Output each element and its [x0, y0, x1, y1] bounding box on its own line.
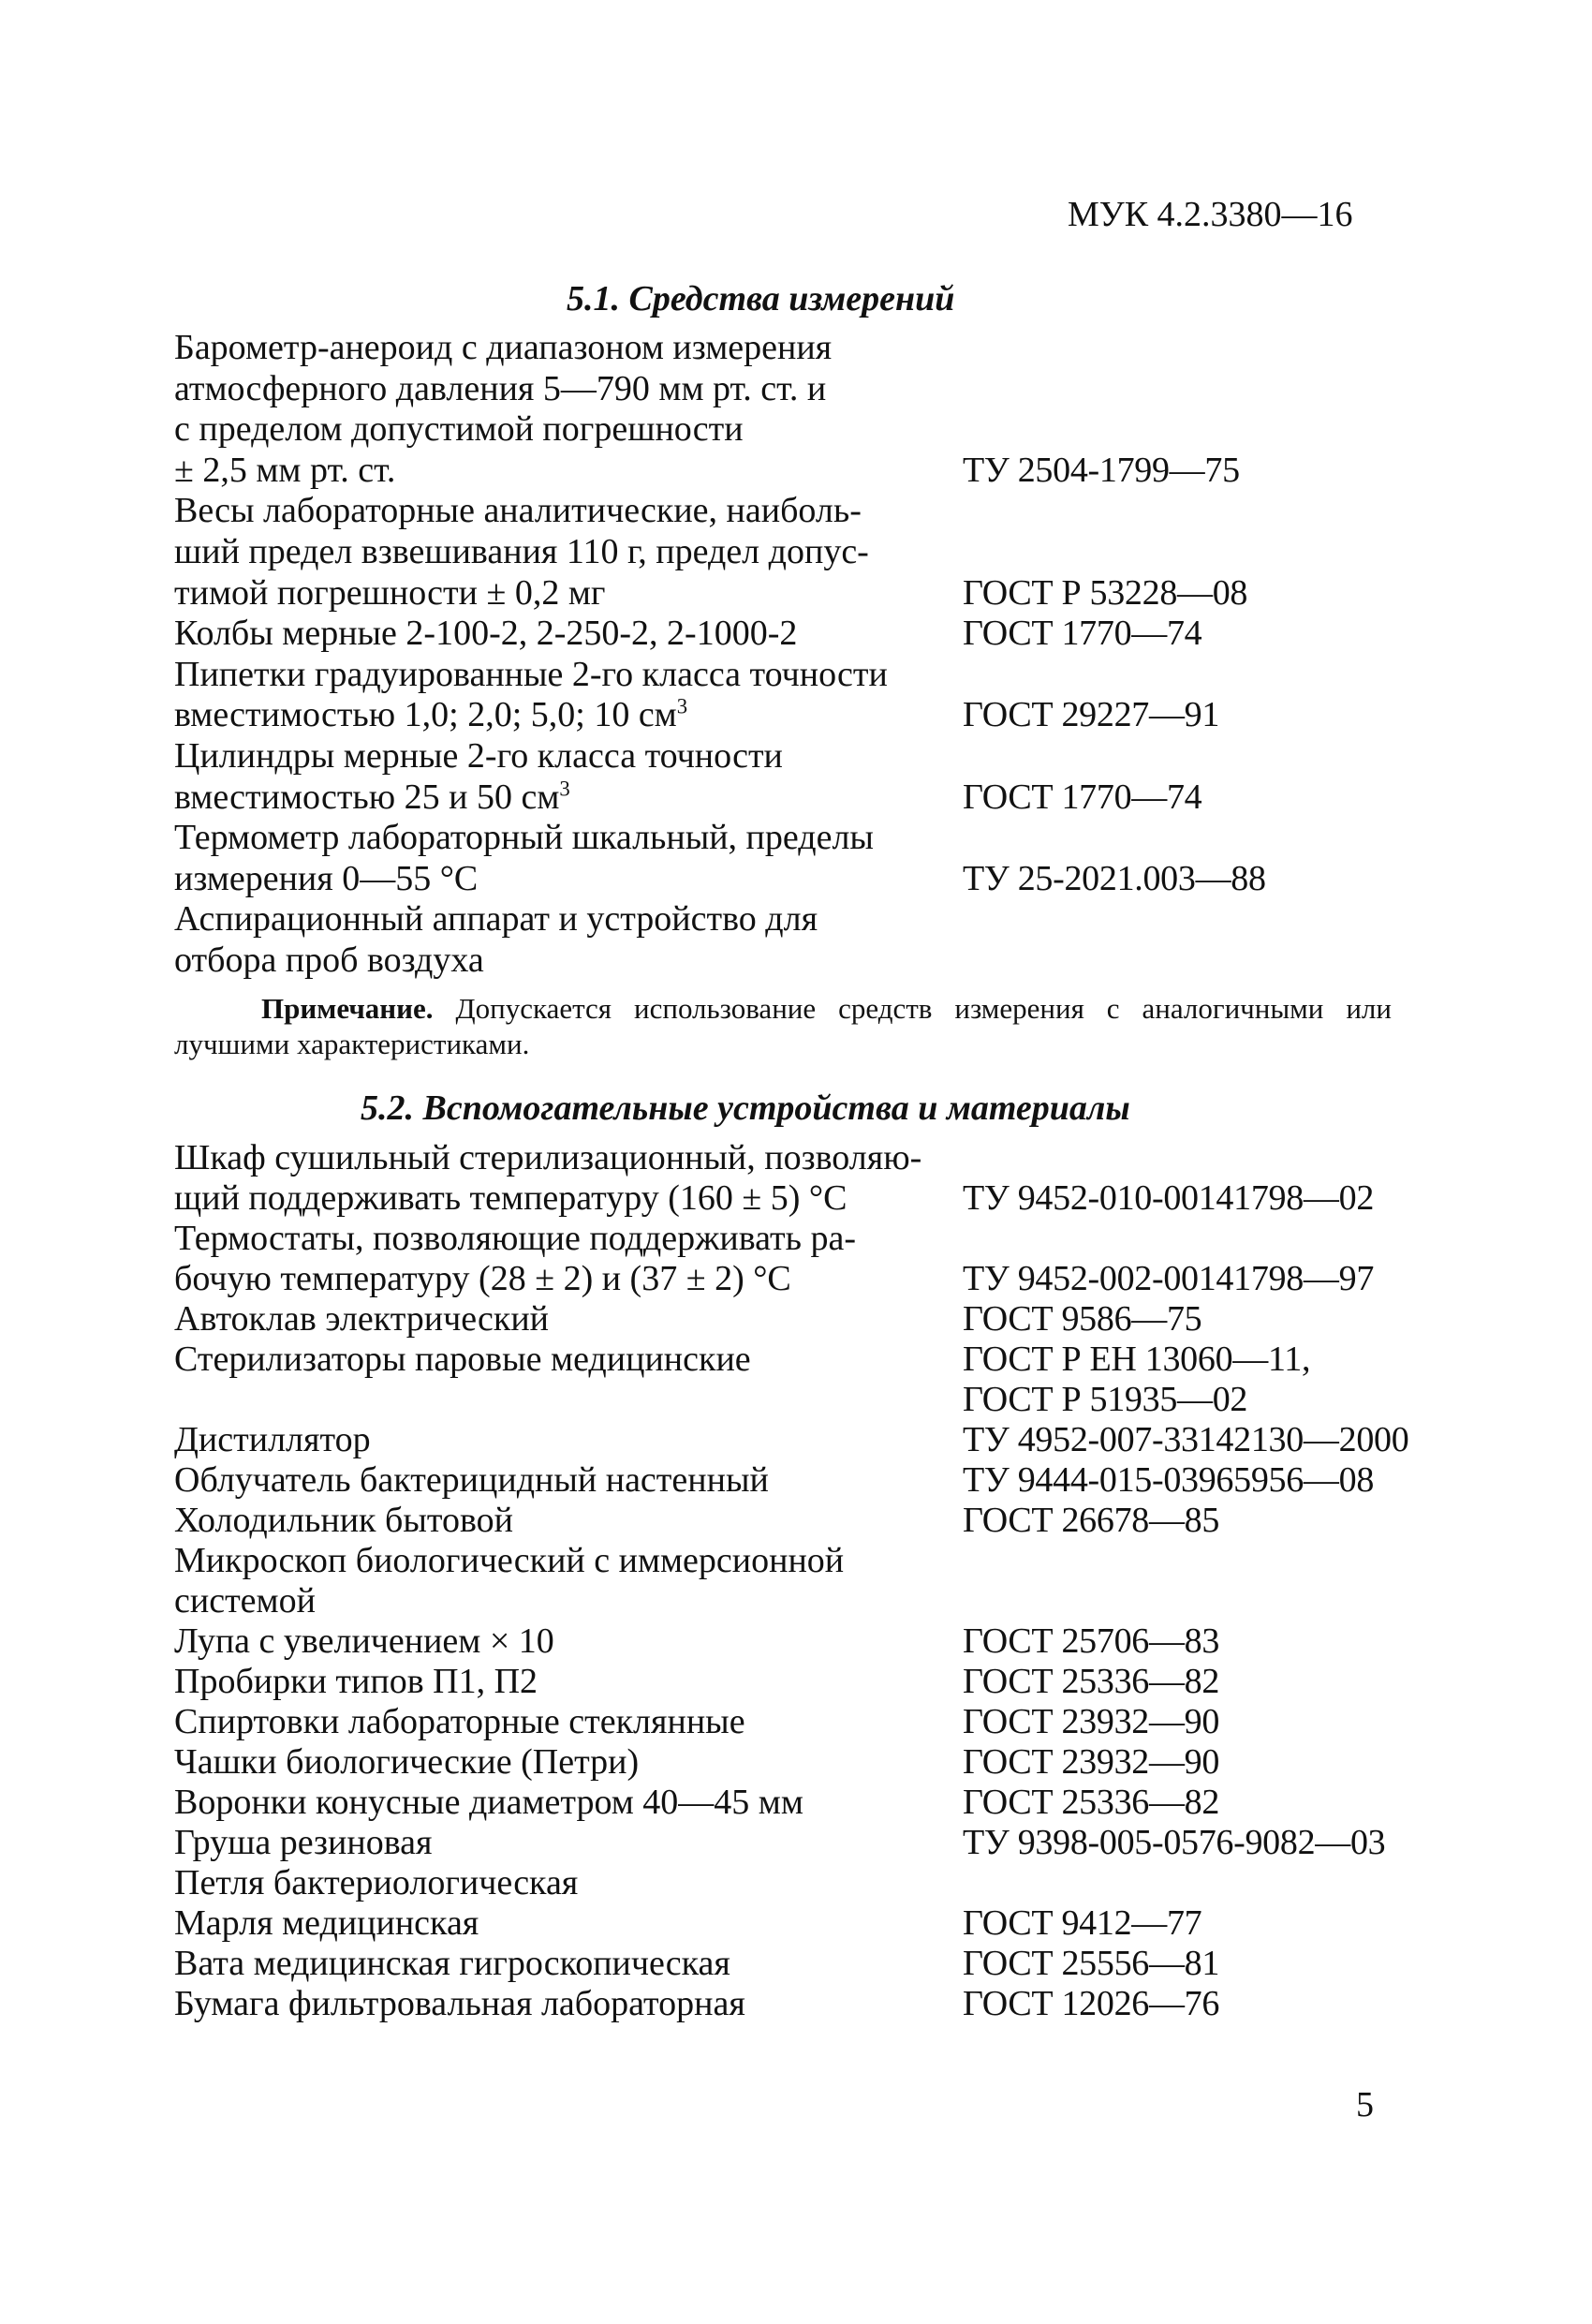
document-code: МУК 4.2.3380—16 [1068, 195, 1353, 234]
item-name: Бумага фильтровальная лабораторная [174, 1984, 745, 2023]
item-name: Лупа с увеличением × 10 [174, 1621, 554, 1661]
item-name: Спиртовки лабораторные стеклянные [174, 1702, 745, 1741]
list-item [174, 1138, 1448, 1219]
item-name: Дистиллятор [174, 1420, 371, 1459]
item-standard: ГОСТ 12026—76 [963, 1984, 1220, 2023]
item-standard: ТУ 2504-1799—75 [963, 450, 1240, 490]
item-name: Стерилизаторы паровые медицинские [174, 1340, 751, 1379]
item-standard: ГОСТ 1770—74 [963, 614, 1202, 654]
list-item [174, 614, 1448, 655]
item-name: Барометр-анероид с диапазоном измерения атмосферного давления 5—790 мм рт. ст. и с пределом допустимой погрешности ± 2,5 мм рт. ст. [174, 328, 833, 490]
superscript: 3 [559, 776, 570, 800]
item-standard: ГОСТ 29227—91 [963, 695, 1220, 735]
list-item [174, 1742, 1448, 1783]
list-item [174, 899, 1448, 981]
list-item [174, 1823, 1448, 1863]
item-standard: ТУ 4952-007-33142130—2000 [963, 1420, 1409, 1459]
list-item [174, 1702, 1448, 1742]
item-name: Холодильник бытовой [174, 1501, 514, 1540]
superscript: 3 [676, 694, 688, 718]
list-item [174, 1299, 1448, 1340]
list-item [174, 1903, 1448, 1944]
item-name [174, 736, 963, 818]
item-name: Весы лабораторные аналитические, наиболь- ший предел взвешивания 110 г, предел допус- тимой погрешности ± 0,2 мг [174, 491, 869, 613]
item-standard: ГОСТ 25336—82 [963, 1783, 1220, 1822]
item-name: Аспирационный аппарат и устройство для отбора проб воздуха [174, 899, 818, 980]
item-standard: ГОСТ 23932—90 [963, 1702, 1220, 1741]
item-name: Микроскоп биологический с иммерсионной системой [174, 1541, 845, 1621]
item-name: Колбы мерные 2-100-2, 2-250-2, 2-1000-2 [174, 614, 798, 654]
item-name: Термометр лабораторный шкальный, пределы измерения 0—55 °С [174, 818, 874, 898]
item-name: Воронки конусные диаметром 40—45 мм [174, 1783, 803, 1822]
list-item [174, 1984, 1448, 2024]
measuring-instruments-list [174, 328, 1448, 982]
item-standard: ГОСТ 26678—85 [963, 1501, 1220, 1540]
section-heading-measuring-instruments: 5.1. Средства измерений [567, 279, 955, 318]
item-standard: ГОСТ 9586—75 [963, 1299, 1202, 1339]
item-standard: ГОСТ 9412—77 [963, 1903, 1202, 1943]
list-item [174, 1541, 1448, 1621]
list-item [174, 1662, 1448, 1702]
list-item [174, 1340, 1448, 1420]
item-name: Шкаф сушильный стерилизационный, позволяю- щий поддерживать температуру (160 ± 5) °С [174, 1138, 922, 1218]
list-item [174, 1621, 1448, 1662]
item-name: Вата медицинская гигроскопическая [174, 1944, 730, 1983]
list-item [174, 1944, 1448, 1984]
list-item [174, 491, 1448, 614]
item-standard: ТУ 9452-002-00141798—97 [963, 1259, 1375, 1298]
list-item [174, 1863, 1448, 1903]
item-standard: ГОСТ 23932—90 [963, 1742, 1220, 1782]
item-name [174, 655, 963, 736]
list-item [174, 1219, 1448, 1299]
section-heading-auxiliary-devices: 5.2. Вспомогательные устройства и материалы [361, 1088, 1130, 1128]
item-standard: ГОСТ 25706—83 [963, 1621, 1220, 1661]
list-item [174, 818, 1448, 899]
list-item [174, 1783, 1448, 1823]
item-name-text: Цилиндры мерные 2-го класса точности вместимостью 25 и 50 см [174, 735, 783, 817]
item-standard: ТУ 9398-005-0576-9082—03 [963, 1823, 1386, 1862]
item-name: Пробирки типов П1, П2 [174, 1662, 538, 1701]
list-item [174, 1460, 1448, 1501]
note-text: Допускается использование средств измерения с аналогичными или лучшими характеристиками. [174, 992, 1392, 1060]
item-standard: ГОСТ 25336—82 [963, 1662, 1220, 1701]
item-standard: ТУ 9444-015-03965956—08 [963, 1460, 1375, 1500]
item-name: Термостаты, позволяющие поддерживать ра- бочую температуру (28 ± 2) и (37 ± 2) °С [174, 1219, 856, 1298]
page-number: 5 [1356, 2085, 1374, 2124]
item-standard: ГОСТ 25556—81 [963, 1944, 1220, 1983]
item-standard: ГОСТ 1770—74 [963, 777, 1202, 817]
item-name-text: Пипетки градуированные 2-го класса точности вместимостью 1,0; 2,0; 5,0; 10 см [174, 654, 888, 735]
item-standard: ТУ 25-2021.003—88 [963, 858, 1266, 898]
auxiliary-devices-list [174, 1138, 1448, 2024]
item-standard: ТУ 9452-010-00141798—02 [963, 1178, 1375, 1218]
item-name: Облучатель бактерицидный настенный [174, 1460, 769, 1500]
list-item [174, 328, 1448, 491]
item-name: Автоклав электрический [174, 1299, 550, 1339]
list-item [174, 736, 1448, 818]
note-label: Примечание. [261, 992, 434, 1025]
item-standard: ГОСТ Р 53228—08 [963, 572, 1248, 613]
note-paragraph [174, 991, 1392, 1062]
item-standard: ГОСТ Р ЕН 13060—11, ГОСТ Р 51935—02 [963, 1340, 1311, 1419]
item-name: Чашки биологические (Петри) [174, 1742, 640, 1782]
list-item [174, 1501, 1448, 1541]
list-item [174, 1420, 1448, 1460]
item-name: Петля бактериологическая [174, 1863, 579, 1902]
item-name: Груша резиновая [174, 1823, 433, 1862]
item-name: Марля медицинская [174, 1903, 479, 1943]
list-item [174, 655, 1448, 736]
